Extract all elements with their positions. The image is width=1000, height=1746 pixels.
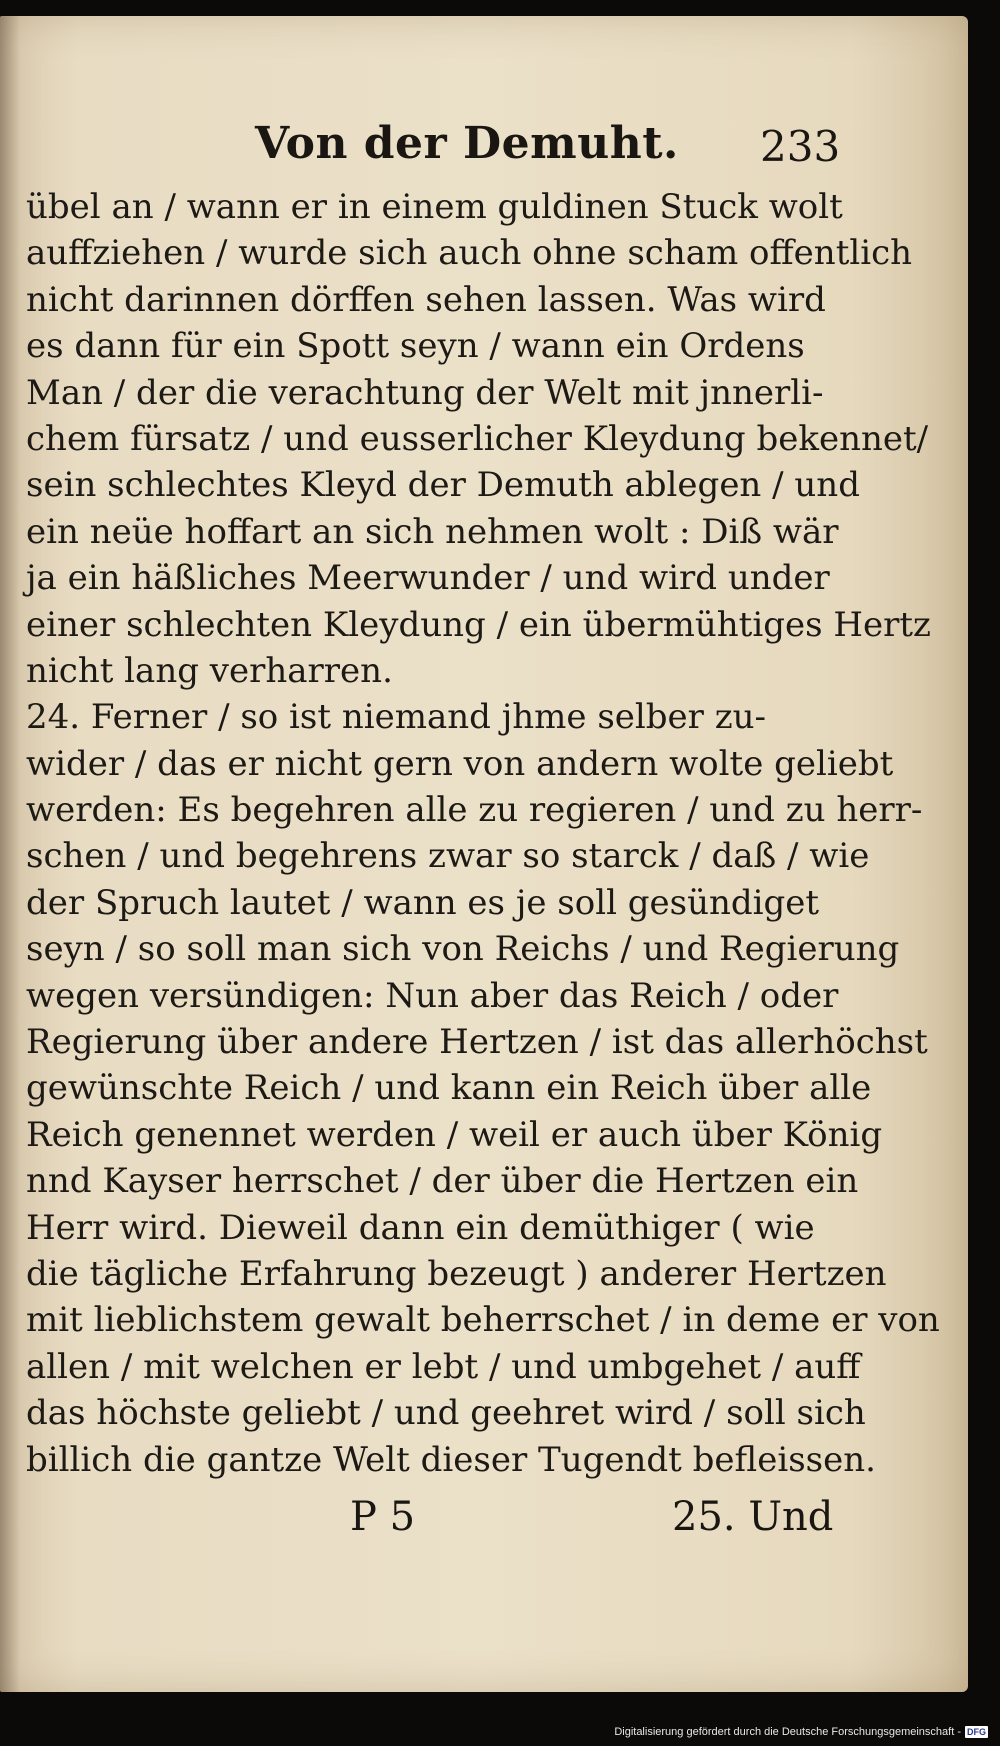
text-line: das höchste geliebt / und geehret wird / soll sich bbox=[26, 1393, 866, 1434]
text-line: auffziehen / wurde sich auch ohne scham offentlich bbox=[26, 233, 913, 274]
body-text bbox=[26, 184, 940, 1483]
text-line: allen / mit welchen er lebt / und umbgehet / auff bbox=[26, 1346, 861, 1387]
dfg-logo: DFG bbox=[967, 1727, 986, 1737]
page-number: 233 bbox=[760, 122, 841, 171]
text-line: billich die gantze Welt dieser Tugendt befleissen. bbox=[26, 1439, 876, 1480]
running-title: Von der Demuht. bbox=[255, 118, 679, 169]
text-line: chem fürsatz / und eusserlicher Kleydung bekennet/ bbox=[26, 418, 929, 459]
text-line: nnd Kayser herrschet / der über die Hertzen ein bbox=[26, 1161, 859, 1202]
text-line: ja ein häßliches Meerwunder / und wird under bbox=[26, 558, 830, 599]
text-line: die tägliche Erfahrung bezeugt ) anderer Hertzen bbox=[26, 1253, 887, 1294]
text-line: gewünschte Reich / und kann ein Reich über alle bbox=[26, 1068, 872, 1109]
text-line: der Spruch lautet / wann es je soll gesündiget bbox=[26, 882, 820, 923]
text-line: mit lieblichstem gewalt beherrschet / in deme er von bbox=[26, 1300, 940, 1341]
text-line: es dann für ein Spott seyn / wann ein Ordens bbox=[26, 326, 805, 367]
text-line: wegen versündigen: Nun aber das Reich / oder bbox=[26, 975, 839, 1016]
text-line: 24. Ferner / so ist niemand jhme selber zu- bbox=[26, 697, 767, 738]
text-line: übel an / wann er in einem guldinen Stuck wolt bbox=[26, 187, 843, 227]
text-line: Reich genennet werden / weil er auch über König bbox=[26, 1114, 883, 1155]
text-line: werden: Es begehren alle zu regieren / und zu herr- bbox=[26, 790, 923, 831]
page-footer bbox=[0, 1494, 968, 1544]
text-line: schen / und begehrens zwar so starck / daß / wie bbox=[26, 836, 870, 877]
text-line: seyn / so soll man sich von Reichs / und Regierung bbox=[26, 929, 900, 970]
signature-mark: P 5 bbox=[350, 1494, 416, 1540]
credit-text: Digitalisierung gefördert durch die Deutsche Forschungsgemeinschaft - bbox=[614, 1726, 961, 1738]
text-line: wider / das er nicht gern von andern wolte geliebt bbox=[26, 743, 894, 784]
digitization-credit bbox=[614, 1726, 988, 1738]
text-line: Herr wird. Dieweil dann ein demüthiger ( wie bbox=[26, 1207, 815, 1248]
text-line: Man / der die verachtung der Welt mit jnnerli- bbox=[26, 372, 824, 413]
text-line: nicht darinnen dörffen sehen lassen. Was wird bbox=[26, 279, 826, 320]
page-header bbox=[0, 118, 968, 178]
catchword: 25. Und bbox=[672, 1494, 834, 1540]
text-line: Regierung über andere Hertzen / ist das allerhöchst bbox=[26, 1022, 928, 1063]
text-line: nicht lang verharren. bbox=[26, 650, 393, 691]
text-line: ein neüe hoffart an sich nehmen wolt : Diß wär bbox=[26, 511, 839, 552]
spine-shadow bbox=[0, 16, 20, 1692]
text-line: sein schlechtes Kleyd der Demuth ablegen / und bbox=[26, 465, 860, 506]
text-line: einer schlechten Kleydung / ein übermühtiges Hertz bbox=[26, 604, 931, 645]
